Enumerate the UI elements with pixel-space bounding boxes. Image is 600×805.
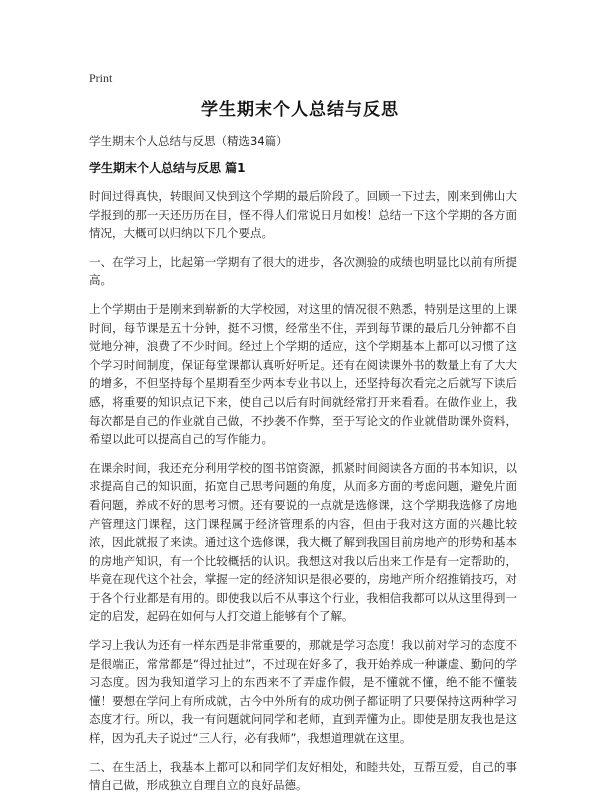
paragraph-life-point: 二、在生活上，我基本上都可以和同学们友好相处，和睦共处，互帮互爱，自己的事情自己做，形成独立自理自立的良好品德。 — [89, 759, 517, 793]
section-heading: 学生期末个人总结与反思 篇1 — [89, 161, 246, 175]
paragraph-study-detail: 上个学期由于是刚来到崭新的大学校园，对这里的情况很不熟悉，特别是这里的上课时间，每节课是五十分钟，挺不习惯，经常坐不住，弄到每节课的最后几分钟都不自觉地分神，浪费了不少时间。经过上个学期的适应，这个学期基本上都可以习惯了这个学习时间制度，保证每堂课都认真听好听足。还有在阅读课外书的数量上有了大大的增多，不但坚持每个星期看至少两本专业书以上，还坚持每次看完之后就写下读后感，将重要的知识点记下来，使自己以后有时间就经常打开来看看。在做作业上，我每次都是自己的作业就自己做，不抄袭不作弊，至于写论文的作业就借助课外资料，希望以此可以提高自己的写作能力。 — [89, 301, 517, 447]
document-subtitle: 学生期末个人总结与反思（精选34篇） — [89, 134, 288, 148]
paragraph-intro: 时间过得真快，转眼间又快到这个学期的最后阶段了。回顾一下过去，刚来到佛山大学报到的那一天还历历在目，怪不得人们常说日月如梭！总结一下这个学期的各方面情况，大概可以归纳以下几个要点。 — [89, 189, 517, 241]
paragraph-spare-time: 在课余时间，我还充分利用学校的图书馆资源，抓紧时间阅读各方面的书本知识，以求提高自己的知识面，拓宽自己思考问题的角度，从而多方面的考虑问题，避免片面看问题，养成不好的思考习惯。还有要说的一点就是选修课，这个学期我选修了房地产管理这门课程，这门课程属于经济管理系的内容，但由于我对这方面的兴趣比较浓，因此就报了来读。通过这个选修课，我大概了解到我国目前房地产的形势和基本的房地产知识，有一个比较概括的认识。我想这对我以后出来工作是有一定帮助的，毕竟在现代这个社会，掌握一定的经济知识是很必要的，房地产所介绍推销技巧，对于各个行业都是有用的。即使我以后不从事这个行业，我相信我都可以从这里得到一定的启发，起码在如何与人打交道上能够有个了解。 — [89, 460, 517, 624]
print-link[interactable]: Print — [89, 71, 113, 85]
document-body — [89, 187, 517, 805]
paragraph-attitude: 学习上我认为还有一样东西是非常重要的，那就是学习态度！我以前对学习的态度不是很端正，常常都是“得过扯过”，不过现在好多了，我开始养成一种谦虚、勤问的学习态度。因为我知道学习上的东西来不了弄虚作假，是不懂就不懂，绝不能不懂装懂！要想在学问上有所成就，古今中外所有的成功例子都证明了只要保持这两种学习态度才行。所以，我一有问题就问同学和老师，直到弄懂为止。即使是朋友我也是这样，因为孔夫子说过“三人行，必有我师”，我想道理就在这里。 — [89, 638, 517, 746]
page-title: 学生期末个人总结与反思 — [201, 100, 399, 120]
paragraph-study-point: 一、在学习上，比起第一学期有了很大的进步，各次测验的成绩也明显比以前有所提高。 — [89, 254, 517, 288]
